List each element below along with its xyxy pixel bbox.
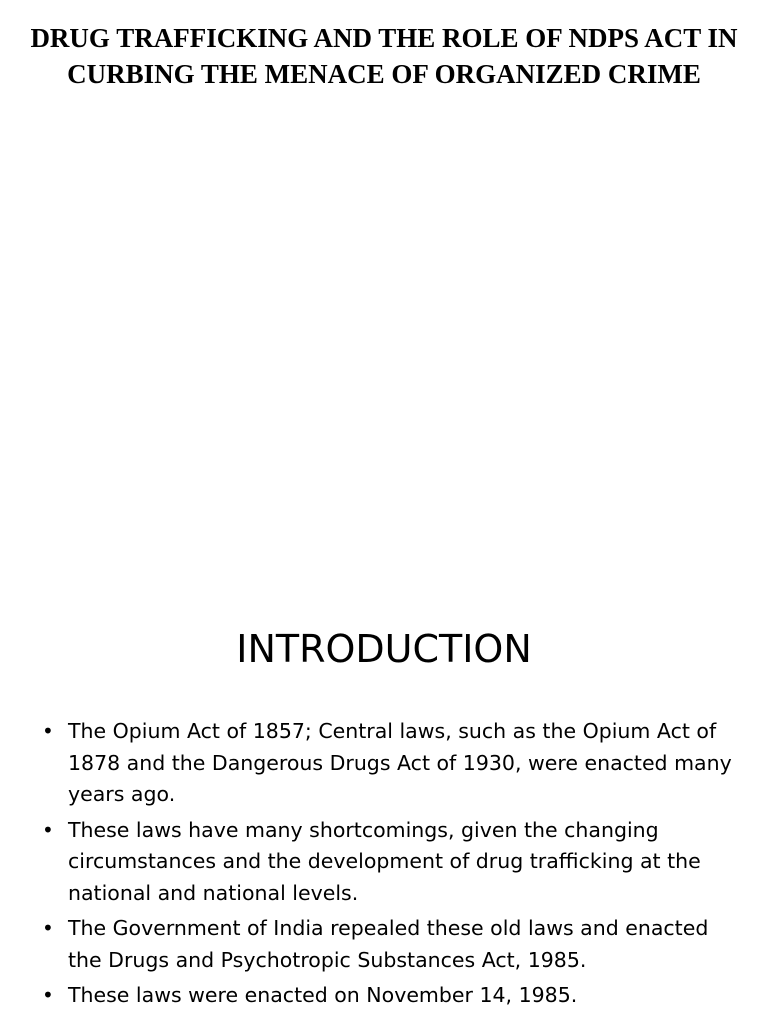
bullet-text: These laws have many shortcomings, given the changing circumstances and the development of drug trafficking at the national and national levels. bbox=[68, 817, 701, 905]
document-title: DRUG TRAFFICKING AND THE ROLE OF NDPS ACT IN CURBING THE MENACE OF ORGANIZED CRIME bbox=[30, 23, 738, 89]
introduction-slide bbox=[0, 580, 768, 1024]
bullet-icon: • bbox=[42, 916, 54, 940]
bullet-item bbox=[40, 980, 740, 1012]
bullet-item bbox=[40, 716, 740, 811]
bullet-text: The Opium Act of 1857; Central laws, such as the Opium Act of 1878 and the Dangerous Drugs Act of 1930, were enacted many years ago. bbox=[68, 719, 732, 806]
bullet-item bbox=[40, 815, 740, 910]
bullet-item bbox=[40, 913, 740, 976]
bullet-text: The Government of India repealed these old laws and enacted the Drugs and Psychotropic Substances Act, 1985. bbox=[68, 916, 709, 972]
introduction-bullet-list bbox=[40, 716, 740, 1016]
bullet-icon: • bbox=[42, 817, 54, 842]
bullet-icon: • bbox=[42, 719, 54, 743]
bullet-text: These laws were enacted on November 14, 1985. bbox=[68, 983, 578, 1007]
bullet-icon: • bbox=[42, 983, 54, 1007]
introduction-heading: INTRODUCTION bbox=[236, 627, 532, 671]
